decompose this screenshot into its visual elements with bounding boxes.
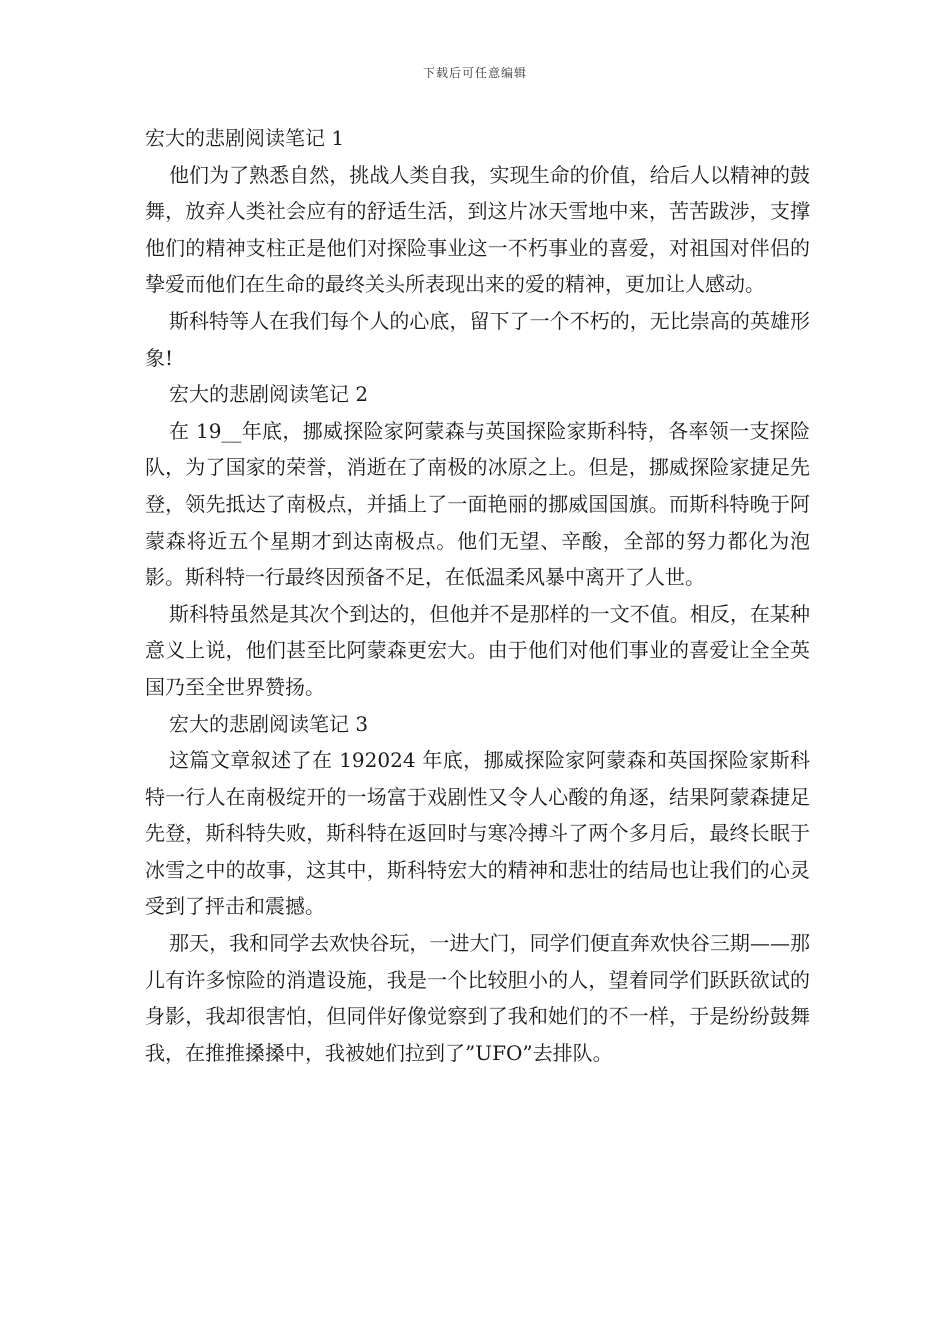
section-2-paragraph-2: 斯科特虽然是其次个到达的，但他并不是那样的一文不值。相反，在某种意义上说，他们甚至比阿蒙森更宏大。由于他们对他们事业的喜爱让全全英国乃至全世界赞扬。	[145, 601, 810, 699]
section-3-paragraph-1: 这篇文章叙述了在 192024 年底，挪威探险家阿蒙森和英国探险家斯科特一行人在南极绽开的一场富于戏剧性又令人心酸的角逐，结果阿蒙森捷足先登，斯科特失败，斯科特在返回时与寒冷搏斗了两个多月后，最终长眠于冰雪之中的故事，这其中，斯科特宏大的精神和悲壮的结局也让我们的心灵受到了抨击和震撼。	[145, 748, 810, 919]
document-body	[145, 120, 810, 1071]
page-header: 下载后可任意编辑	[422, 66, 527, 80]
section-1-paragraph-1: 他们为了熟悉自然，挑战人类自我，实现生命的价值，给后人以精神的鼓舞，放弃人类社会应有的舒适生活，到这片冰天雪地中来，苦苦跋涉，支撑他们的精神支柱正是他们对探险事业这一不朽事业的喜爱，对祖国对伴侣的挚爱而他们在生命的最终关头所表现出来的爱的精神，更加让人感动。	[145, 162, 810, 297]
section-1-title: 宏大的悲剧阅读笔记 1	[145, 126, 345, 150]
section-3-paragraph-2: 那天，我和同学去欢快谷玩，一进大门，同学们便直奔欢快谷三期——那儿有许多惊险的消遣设施，我是一个比较胆小的人，望着同学们跃跃欲试的身影，我却很害怕，但同伴好像觉察到了我和她们的不一样，于是纷纷鼓舞我，在推推搡搡中，我被她们拉到了”UFO”去排队。	[145, 931, 810, 1065]
section-2-paragraph-1: 在 19__年底，挪威探险家阿蒙森与英国探险家斯科特，各率领一支探险队，为了国家的荣誉，消逝在了南极的冰原之上。但是，挪威探险家捷足先登，领先抵达了南极点，并插上了一面艳丽的挪威国国旗。而斯科特晚于阿蒙森将近五个星期才到达南极点。他们无望、辛酸，全部的努力都化为泡影。斯科特一行最终因预备不足，在低温柔风暴中离开了人世。	[145, 418, 810, 590]
section-3-title: 宏大的悲剧阅读笔记 3	[169, 711, 369, 736]
section-2-title: 宏大的悲剧阅读笔记 2	[169, 382, 369, 407]
section-1-paragraph-2: 斯科特等人在我们每个人的心底，留下了一个不朽的，无比崇高的英雄形象!	[145, 308, 810, 370]
